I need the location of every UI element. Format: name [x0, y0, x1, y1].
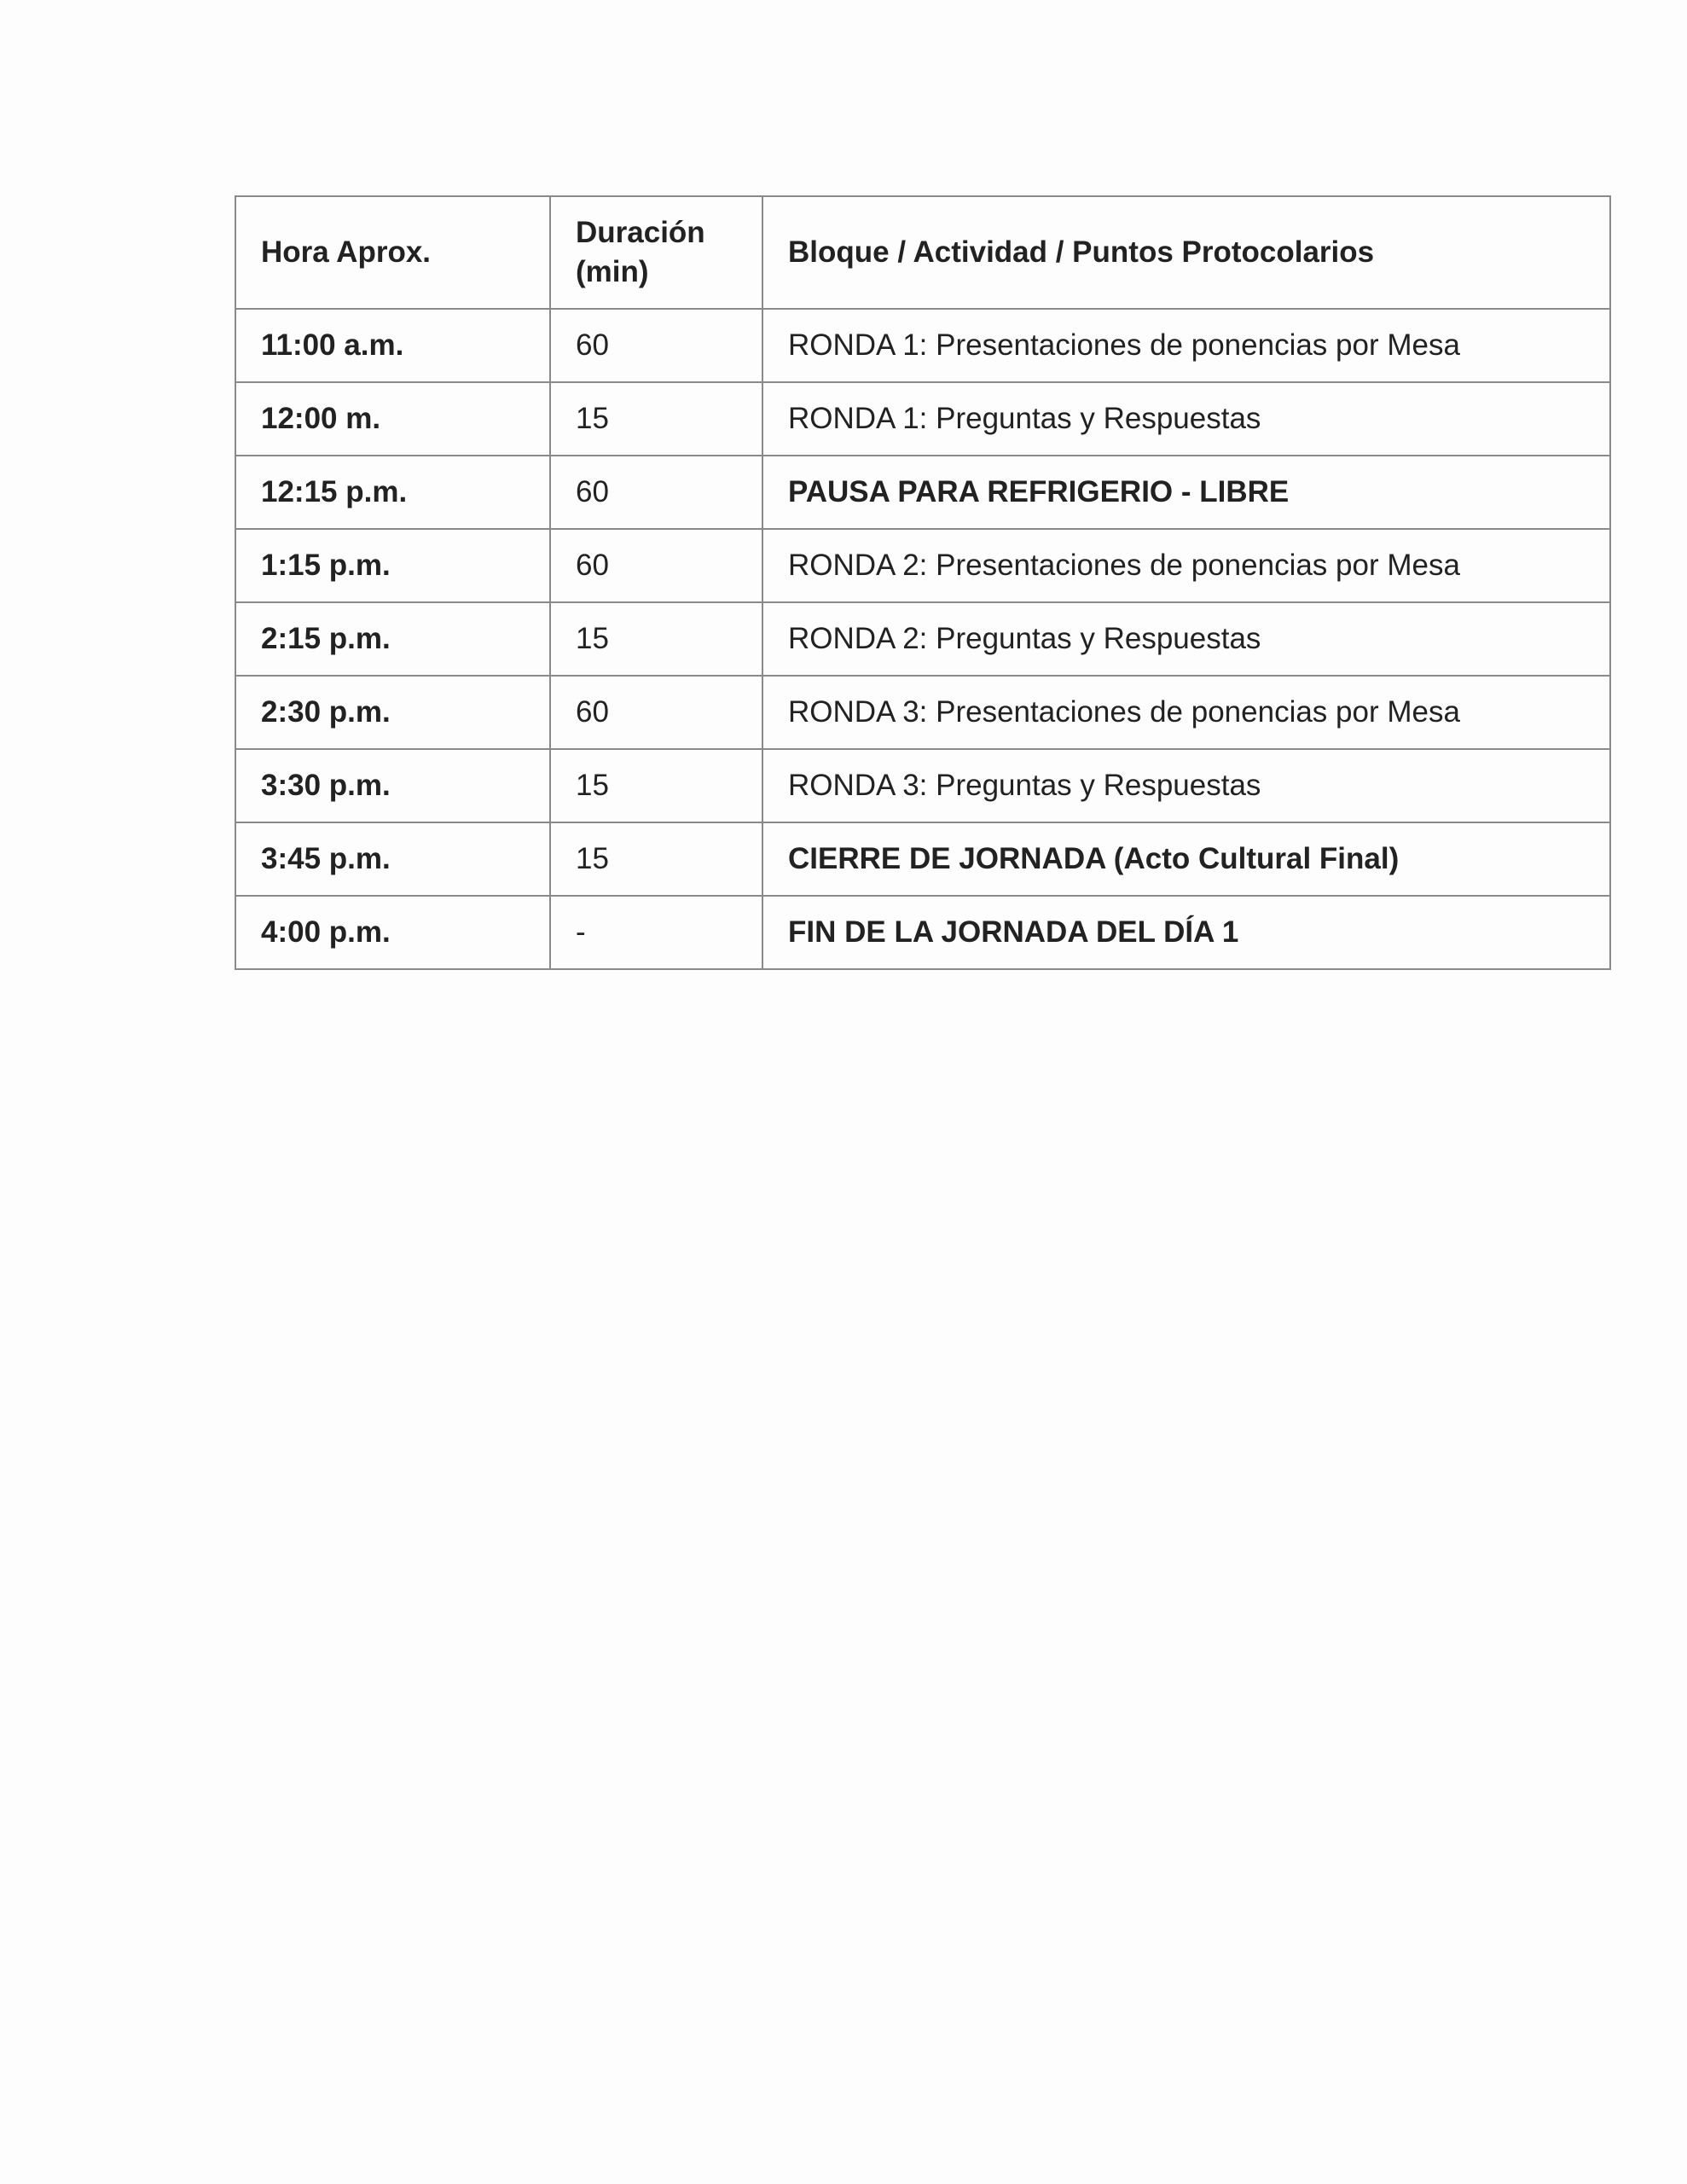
cell-hora: 4:00 p.m.	[235, 896, 550, 969]
header-hora: Hora Aprox.	[235, 196, 550, 309]
table-row	[235, 382, 1610, 456]
cell-duracion: 15	[550, 602, 762, 676]
table-row	[235, 822, 1610, 896]
cell-actividad: RONDA 2: Presentaciones de ponencias por Mesa	[762, 529, 1610, 602]
cell-duracion: 15	[550, 822, 762, 896]
cell-actividad: FIN DE LA JORNADA DEL DÍA 1	[762, 896, 1610, 969]
table-header	[235, 196, 1610, 309]
cell-duracion: -	[550, 896, 762, 969]
header-duracion-line1: Duración	[576, 216, 705, 249]
cell-actividad: RONDA 3: Presentaciones de ponencias por Mesa	[762, 676, 1610, 749]
cell-hora: 1:15 p.m.	[235, 529, 550, 602]
table-row	[235, 456, 1610, 529]
table-row	[235, 309, 1610, 382]
cell-duracion: 60	[550, 309, 762, 382]
table-row	[235, 749, 1610, 822]
header-duracion	[550, 196, 762, 309]
table-body	[235, 309, 1610, 969]
cell-duracion: 15	[550, 382, 762, 456]
table-row	[235, 602, 1610, 676]
header-actividad: Bloque / Actividad / Puntos Protocolarios	[762, 196, 1610, 309]
cell-actividad: RONDA 1: Preguntas y Respuestas	[762, 382, 1610, 456]
table-row	[235, 896, 1610, 969]
cell-hora: 11:00 a.m.	[235, 309, 550, 382]
cell-actividad: PAUSA PARA REFRIGERIO - LIBRE	[762, 456, 1610, 529]
cell-actividad: CIERRE DE JORNADA (Acto Cultural Final)	[762, 822, 1610, 896]
header-row	[235, 196, 1610, 309]
table-row	[235, 529, 1610, 602]
cell-actividad: RONDA 3: Preguntas y Respuestas	[762, 749, 1610, 822]
cell-hora: 3:45 p.m.	[235, 822, 550, 896]
cell-duracion: 15	[550, 749, 762, 822]
cell-hora: 3:30 p.m.	[235, 749, 550, 822]
cell-duracion: 60	[550, 676, 762, 749]
cell-hora: 12:00 m.	[235, 382, 550, 456]
cell-actividad: RONDA 1: Presentaciones de ponencias por Mesa	[762, 309, 1610, 382]
cell-duracion: 60	[550, 456, 762, 529]
table-row	[235, 676, 1610, 749]
cell-duracion: 60	[550, 529, 762, 602]
schedule-table	[235, 195, 1611, 970]
cell-hora: 2:15 p.m.	[235, 602, 550, 676]
cell-hora: 12:15 p.m.	[235, 456, 550, 529]
cell-hora: 2:30 p.m.	[235, 676, 550, 749]
header-duracion-line2: (min)	[576, 255, 649, 288]
cell-actividad: RONDA 2: Preguntas y Respuestas	[762, 602, 1610, 676]
